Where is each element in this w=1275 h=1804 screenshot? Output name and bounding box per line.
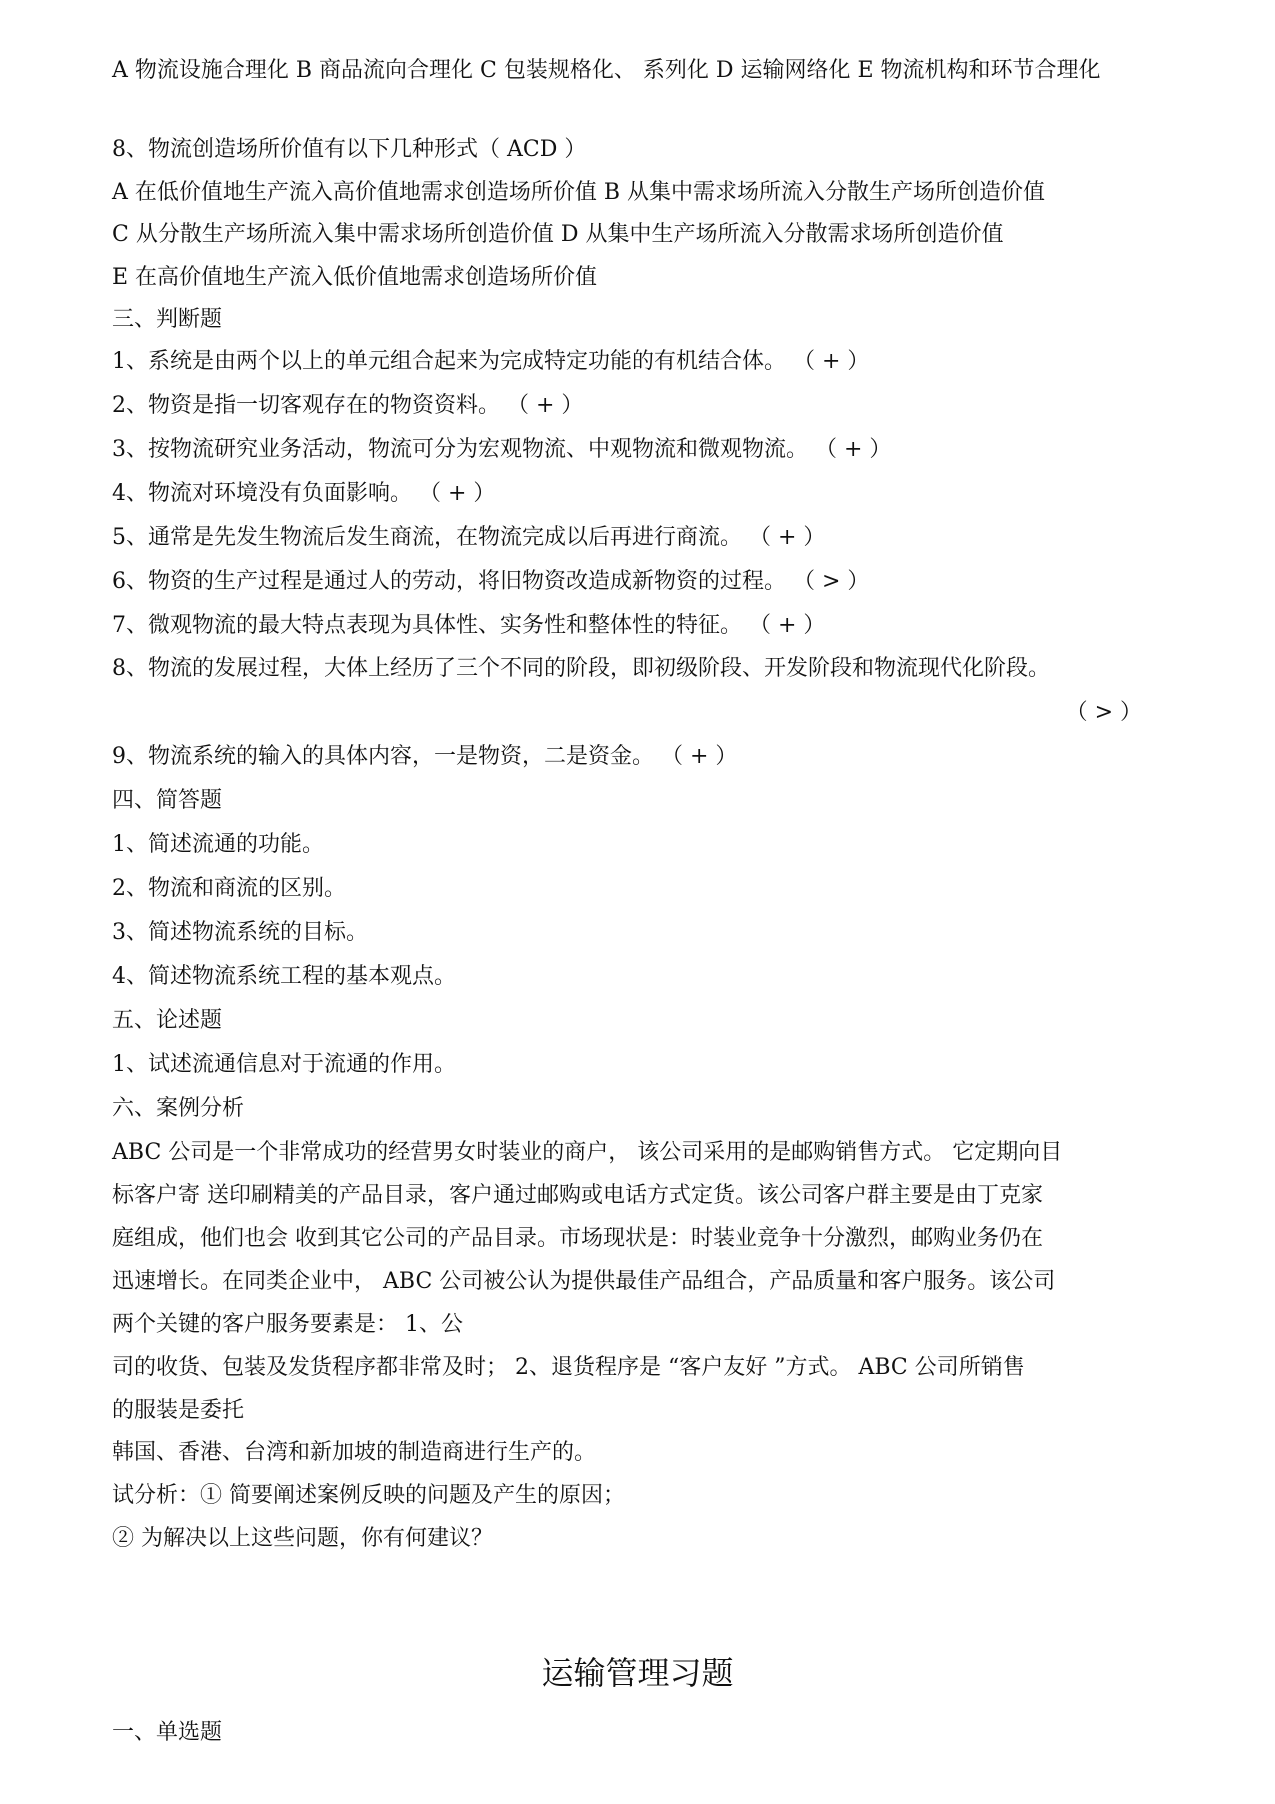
section-heading-single-choice: 一、单选题	[112, 1720, 223, 1745]
judgment-item: 1、系统是由两个以上的单元组合起来为完成特定功能的有机结合体。 （ + ）	[112, 349, 870, 374]
essay-item: 1、试述流通信息对于流通的作用。	[112, 1052, 456, 1077]
question-7-options: A 物流设施合理化 B 商品流向合理化 C 包装规格化、 系列化 D 运输网络化 E 物流机构和环节合理化	[112, 58, 1101, 83]
judgment-item: 8、物流的发展过程，大体上经历了三个不同的阶段，即初级阶段、开发阶段和物流现代化阶段。	[112, 656, 1051, 681]
question-8: 8、物流创造场所价值有以下几种形式（ ACD ）	[112, 137, 587, 162]
case-line: 标客户寄 送印刷精美的产品目录，客户通过邮购或电话方式定货。该公司客户群主要是由丁克家	[112, 1183, 1043, 1208]
judgment-item: 6、物资的生产过程是通过人的劳动，将旧物资改造成新物资的过程。 （ > ）	[112, 569, 870, 594]
short-answer-item: 2、物流和商流的区别。	[112, 876, 346, 901]
section-heading-judgment: 三、判断题	[112, 307, 223, 332]
case-line: 的服装是委托	[112, 1398, 245, 1423]
case-line-left: 两个关键的客户服务要素是：	[112, 1312, 399, 1337]
judgment-item: 7、微观物流的最大特点表现为具体性、实务性和整体性的特征。 （ + ）	[112, 613, 826, 638]
case-study-paragraph	[112, 1131, 1142, 1432]
short-answer-item: 1、简述流通的功能。	[112, 832, 324, 857]
case-line: 庭组成，他们也会 收到其它公司的产品目录。市场现状是：时装业竞争十分激烈，邮购业务仍在	[112, 1226, 1043, 1251]
analysis-question-2: ② 为解决以上这些问题，你有何建议？	[112, 1526, 493, 1551]
question-8-option-ab: A 在低价值地生产流入高价值地需求创造场所价值 B 从集中需求场所流入分散生产场所创造价值	[112, 180, 1046, 205]
judgment-item: 2、物资是指一切客观存在的物资资料。 （ + ）	[112, 393, 584, 418]
short-answer-item: 3、简述物流系统的目标。	[112, 920, 368, 945]
section-heading-essay: 五、论述题	[112, 1008, 223, 1033]
judgment-item: 3、按物流研究业务活动，物流可分为宏观物流、中观物流和微观物流。 （ + ）	[112, 437, 892, 462]
case-line-right: 1、公	[405, 1312, 464, 1337]
page-title: 运输管理习题	[541, 1654, 734, 1692]
case-line: 迅速增长。在同类企业中， ABC 公司被公认为提供最佳产品组合，产品质量和客户服务。该公司	[112, 1269, 1056, 1294]
section-heading-short-answer: 四、简答题	[112, 788, 223, 813]
short-answer-item: 4、简述物流系统工程的基本观点。	[112, 964, 456, 989]
judgment-item: 9、物流系统的输入的具体内容，一是物资，二是资金。 （ + ）	[112, 744, 738, 769]
case-line: 司的收货、包装及发货程序都非常及时； 2、退货程序是 “客户友好 ”方式。 ABC 公司所销售	[112, 1355, 1025, 1380]
judgment-item: 4、物流对环境没有负面影响。 （ + ）	[112, 481, 496, 506]
case-line	[112, 1303, 1142, 1346]
analysis-question-1: 试分析：① 简要阐述案例反映的问题及产生的原因；	[112, 1483, 625, 1508]
judgment-8-answer: （ > ）	[1065, 700, 1142, 725]
case-line: ABC 公司是一个非常成功的经营男女时装业的商户， 该公司采用的是邮购销售方式。 它定期向目	[112, 1140, 1063, 1165]
question-8-option-e: E 在高价值地生产流入低价值地需求创造场所价值	[112, 265, 598, 290]
judgment-item: 5、通常是先发生物流后发生商流，在物流完成以后再进行商流。 （ + ）	[112, 525, 826, 550]
section-heading-case-study: 六、案例分析	[112, 1096, 245, 1121]
case-line: 韩国、香港、台湾和新加坡的制造商进行生产的。	[112, 1440, 597, 1465]
question-8-option-cd: C 从分散生产场所流入集中需求场所创造价值 D 从集中生产场所流入分散需求场所创造价值	[112, 222, 1004, 247]
